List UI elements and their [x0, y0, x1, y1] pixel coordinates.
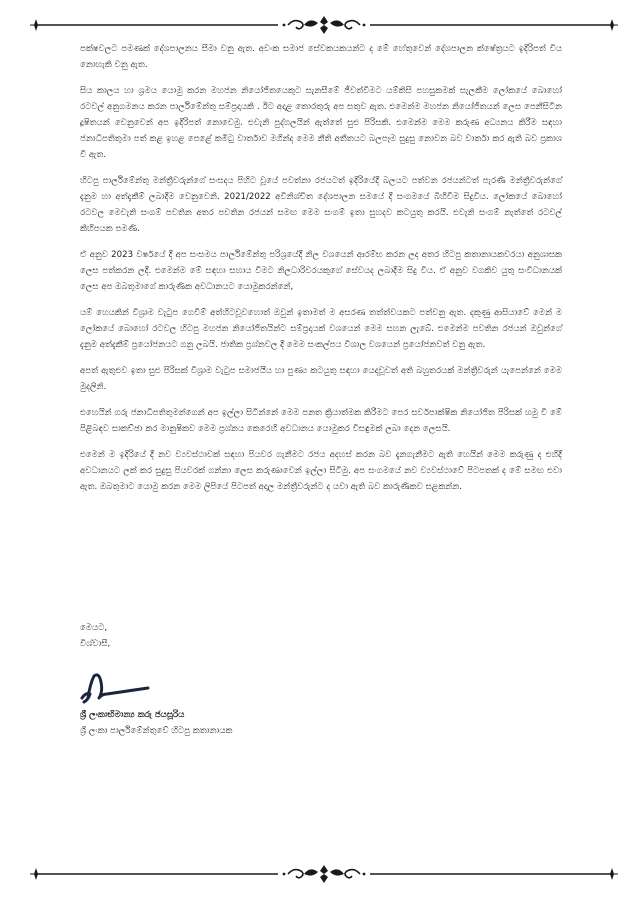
paragraph: එමෙන් ම ඉදිරියේ දී නව ව්‍යවස්ථාවක් සඳහා පියවර ගැනීමට රජය අදහස් කරන බව දැනගැනීමට ඇති හෙයින් මෙම කරුණු ද එහිදී අවධානයට ලක් කර සුදුසු පියවරක් ගන්නා ලෙස කරුණාවෙන් ඉල්ලා සිටිමු. අප සංගමයේ නව ව්‍යවස්ථාවේ පිටපතක් ද මේ සමඟ එවා ඇත. ඔබතුමාට යොමු කරන මෙම ලිපියේ පිටපත් අදාල මන්ත්‍රීවරුන්ට ද යවා ඇති බව කාරුණිකව සළකන්න. — [80, 450, 562, 492]
paragraph: සිය කාලය හා ශ්‍රමය යොමු කරන මහජන නියෝජිතයෙකුට සැනසීමේ ජීවත්වීමට යම්කිසි පහසුකමක් සැලකීම ලෝකයේ බොහෝ රටවල් අනුගමනය කරන පාර්ලිමේන්තු සම්ප්‍රදායකි . ඊට අදාළ තොරතුරු අප සතුව ඇත. එමෙන්ම මහජන නියෝජිතයන් ලෙස පෙනීසිටින දූෂිතයන් වෙනුවෙන් අප ඉදිරිපත් නොවෙමු. එවැනි පුද්ගලයින් ඇත්තේ සුළු පිරිසකි. එමෙන්ම මෙම කරුණ අධ්‍යනය කිරීම සඳහා ජනාධිපතිතුමා පත් කළ ඉහළ පෙළේ කමිටු වාර්තාව මගින්ද මෙම නීති අතීතයට බලපෑම සුදුසු නොවන බව වාර්තා කර ඇති බව ප්‍රකාශ වී ඇත. — [80, 86, 562, 160]
paragraph: යම් හෙයකින් විශ්‍රාම වැටුප ගෙවීම් අත්හිටවූවහොත් ඔවුන් ඉතාමත් ම අසරණ තත්ත්වයකට පත්වනු ඇත. දකුණු ආසියාවේ මෙන් ම ලෝකයේ බොහෝ රටවල හිටපු මහජන නියෝජිතයින්ට සම්ප්‍රදායක් වශයෙන් මෙම සහන ලැබේ. එමෙන්ම පවතින රජයන් ඔවුන්ගේ දැනුම අත්දැකීම් ප්‍රයෝජනයට ගනු ලබයි. ජාතික ප්‍රශ්නවල දී මෙම සංකල්පය විශාල වශයෙන් ප්‍රයෝජනවත් වනු ඇත. — [80, 308, 562, 350]
closing-salutation: මෙයට, — [80, 623, 108, 633]
closing-block — [80, 620, 110, 652]
paragraph: පක්ෂවලට පමණක් දේශපාලනය සීමා වනු ඇත. අවංක සමාජ සේවකයකයන්ට ද මේ හේතුවෙන් දේශපාලන ක්ෂේත්‍රයට ඉදිරිපත් විය නොහැකි වනු ඇත. — [80, 44, 562, 70]
paragraph: හිටපු පාර්ලිමේන්තු මන්ත්‍රීවරුන්ගේ සංසදය පිහිට වූයේ පවත්නා රජයටත් ඉදිරියේදී බලයට පත්වන රජයන්ටත් පැරණි මන්ත්‍රීවරුන්ගේ දැනුම හා අත්දැකීම් ලබාදීම වෙනුවෙනි. 2021/2022 අවිනිශ්චිත දේශපාලන සමයේ දී සංගමයේ බිහිවීම සිදුවිය. ලෝකයේ බොහෝ රටවල මෙවැනි සංගම් පවතින අතර පවතින රජයන් සමඟ මෙම සංගම් ඉතා සුහදව කටයුතු කරයි. එවැනි සංගම් නැත්තේ රටවල් කිහිපයක පමණි. — [80, 176, 562, 234]
paragraph: එහෙයින් ගරු ජනාධිපතිතුමන්ගෙන් අප ඉල්ලා සිටින්නේ මෙම පනත ක්‍රියාත්මක කිරීමට පෙර සර්වපාක්ෂික නියෝජිත පිරිසක් හමු වී මේ පිළිබඳව සාකච්ඡා කර මානුෂිකව මෙම ප්‍රශ්නය කෙරෙහි අවධානය යොමුකර විසඳුමක් ලබා දෙන ලෙසයි. — [80, 408, 562, 434]
signer-title: ශ්‍රී ලංකා පාර්ලිමේන්තුවේ හිටපු කතානායක — [80, 726, 233, 736]
closing-sincerely: විශ්වාසී, — [80, 639, 111, 649]
signer-name: ශ්‍රී ලංකාභිමාන්‍ය කරු ජයසූරිය — [80, 710, 185, 720]
paragraph: ඒ අනුව 2023 වර්ෂයේ දී අප සංසමය පාර්ලිමේන්තු පරිශ්‍රයේදී නිල වශයෙන් ආරම්භ කරන ලද අතර හිටපු කතානායකවරයා අනුශාසක ලෙස පත්කරන ලදී. එමෙන්ම මේ සඳහා සහාය වීමට නිලධාරිවරයකුගේ සේවයද ලබාදීම සිදු විය. ඒ අනුව වගකිව යුතු සංවිධානයක් ලෙස අප ඔබතුමාගේ කාරුණික අවධානයට යොමුකරන්නේ, — [80, 250, 562, 292]
bottom-ornamental-divider-icon — [28, 862, 620, 886]
handwritten-signature — [78, 668, 178, 708]
paragraph: අපත් ඇතුළුව ඉතා සුළු පිරිසක් විශ්‍රාම වැටුප සමාජයීය හා පුණ්‍ය කටයුතු සඳහා යෙදවූවත් අති බහුතරයක් මන්ත්‍රීවරුන් යැපෙන්නේ මෙම මුදලිනි. — [80, 366, 562, 392]
letter-body — [80, 41, 562, 505]
signer-block — [80, 707, 233, 739]
top-ornamental-divider-icon — [28, 13, 620, 37]
